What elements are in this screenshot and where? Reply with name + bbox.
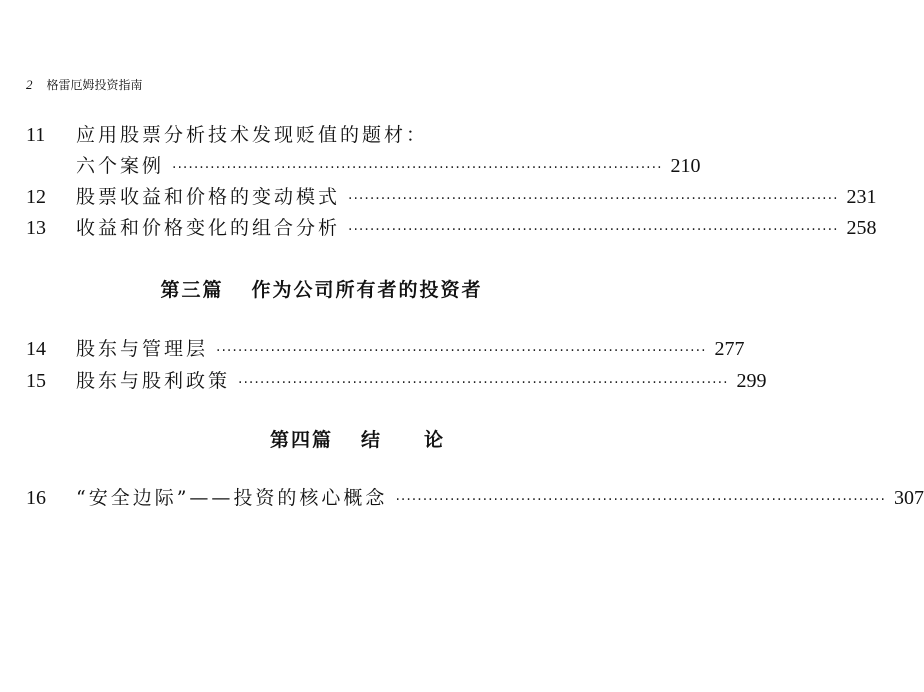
toc-entry-14	[26, 334, 745, 361]
leader-dots: ··························································································	[238, 375, 729, 391]
toc-entry-11	[26, 120, 569, 147]
part-title: 作为公司所有者的投资者	[251, 279, 483, 301]
leader-dots: ··························································································	[395, 492, 886, 508]
leader-dots: ··························································································	[216, 343, 707, 359]
page-number: 2	[26, 77, 33, 92]
toc-entry-number: 15	[26, 370, 46, 392]
toc-entry-16	[26, 483, 924, 510]
toc-entry-number: 16	[26, 487, 46, 509]
toc-entry-12	[26, 182, 877, 209]
part-title-second-char: 论	[424, 429, 446, 451]
part-label: 第三篇	[160, 279, 224, 301]
toc-entry-page: 277	[714, 338, 745, 360]
toc-entry-page: 299	[736, 370, 767, 392]
part-title-first-char: 结	[360, 429, 382, 451]
part-label: 第四篇	[269, 429, 333, 451]
leader-dots: ··························································································	[348, 222, 839, 238]
book-title: 格雷厄姆投资指南	[46, 78, 143, 92]
toc-entry-page: 307	[893, 487, 924, 509]
part-four-heading	[36, 425, 679, 452]
toc-entry-page: 210	[670, 155, 701, 177]
toc-entry-title: 应用股票分析技术发现贬值的题材：	[76, 124, 429, 146]
running-head	[26, 76, 143, 93]
toc-entry-page: 258	[846, 217, 877, 239]
toc-entry-number: 13	[26, 217, 46, 239]
leader-dots: ··························································································	[172, 160, 663, 176]
toc-entry-title: 收益和价格变化的组合分析	[76, 217, 341, 239]
part-three-heading	[0, 275, 643, 302]
toc-entry-11-continued	[26, 151, 701, 178]
toc-entry-title: “安全边际”——投资的核心概念	[76, 487, 388, 509]
toc-entry-page: 231	[846, 186, 877, 208]
leader-dots: ··························································································	[348, 191, 839, 207]
toc-entry-13	[26, 213, 877, 240]
toc-entry-15	[26, 366, 767, 393]
toc-entry-title: 股票收益和价格的变动模式	[76, 186, 341, 208]
toc-entry-title: 六个案例	[76, 155, 165, 177]
toc-entry-number: 14	[26, 338, 46, 360]
toc-entry-number: 11	[26, 124, 46, 146]
toc-entry-title: 股东与管理层	[76, 338, 209, 360]
toc-entry-number: 12	[26, 186, 46, 208]
toc-entry-title: 股东与股利政策	[76, 370, 231, 392]
